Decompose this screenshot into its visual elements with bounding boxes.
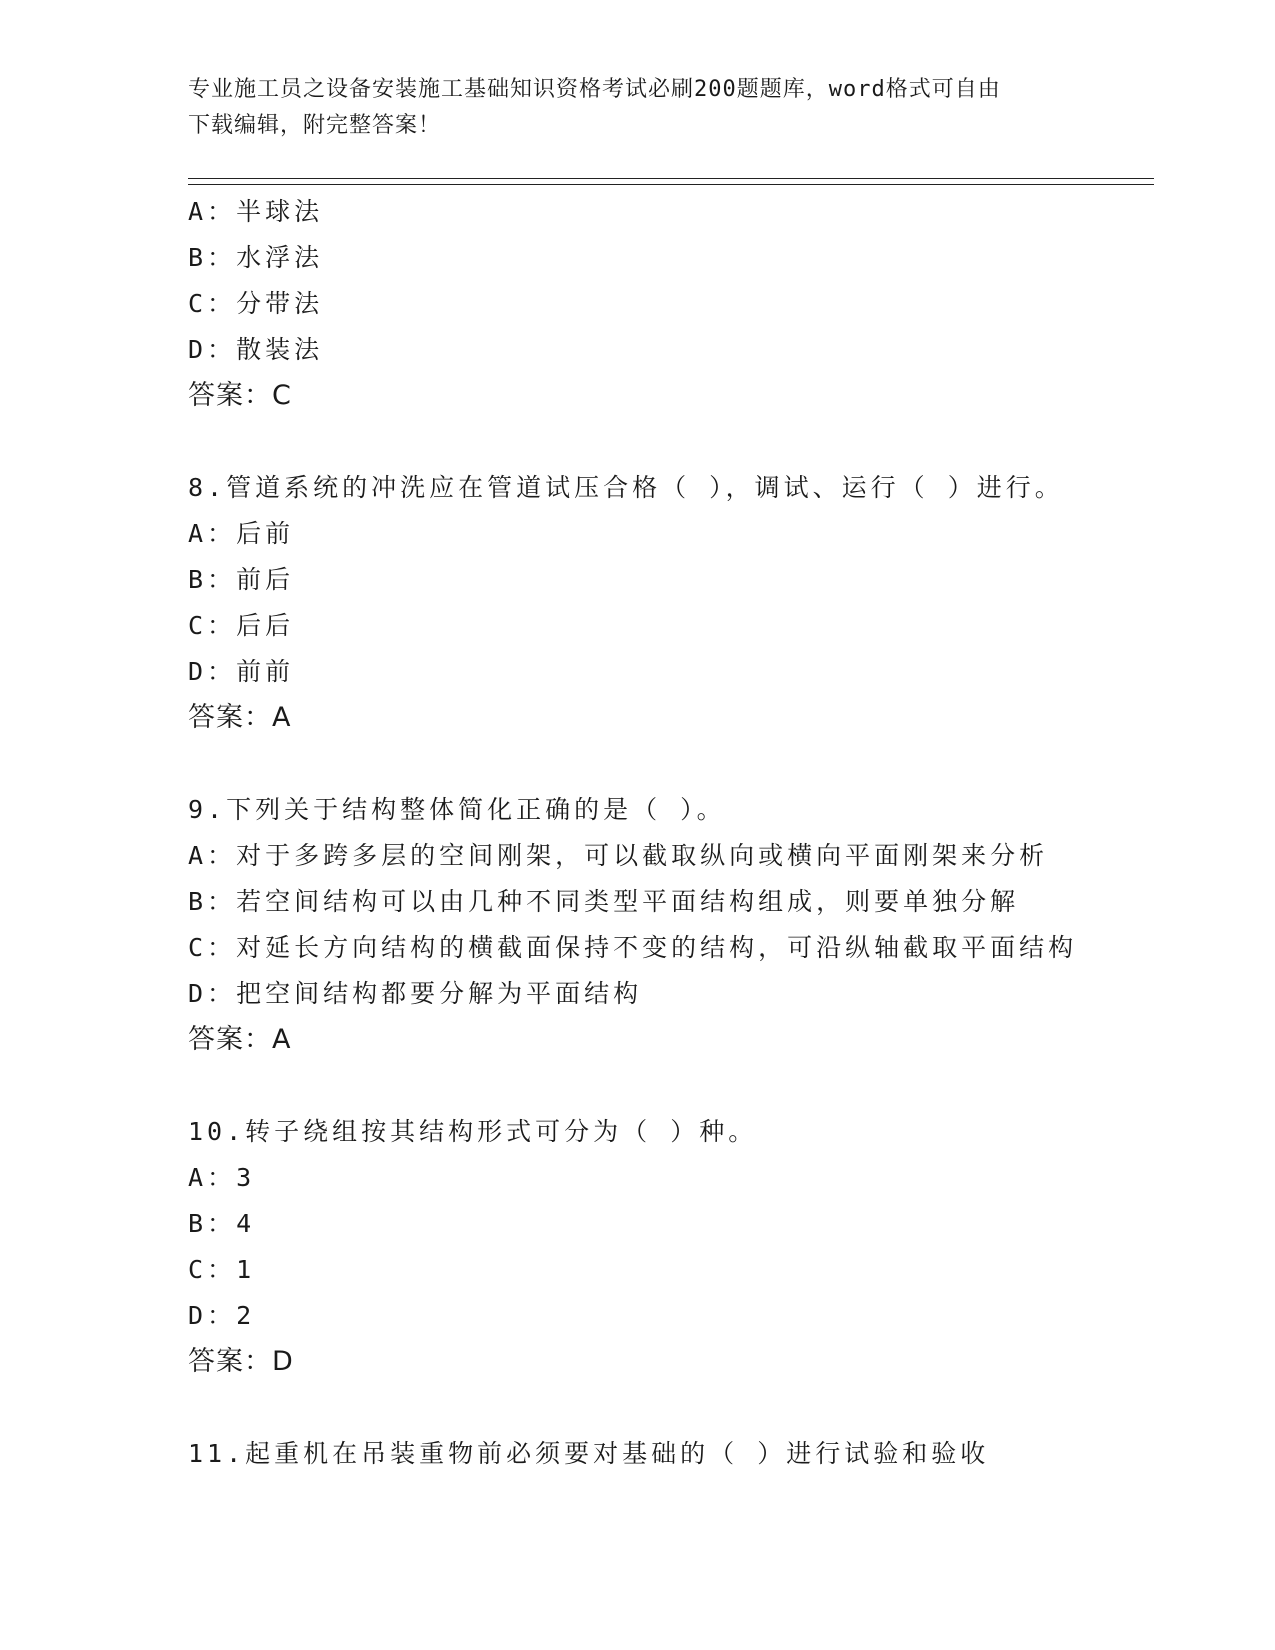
answer-line: 答案：A bbox=[188, 1024, 292, 1055]
option-b: B：若空间结构可以由几种不同类型平面结构组成，则要单独分解 bbox=[188, 887, 1020, 916]
option-c: C：分带法 bbox=[188, 289, 324, 318]
option-b: B：前后 bbox=[188, 565, 295, 594]
option-c: C：1 bbox=[188, 1255, 256, 1284]
option-c: C：对延长方向结构的横截面保持不变的结构，可沿纵轴截取平面结构 bbox=[188, 933, 1078, 962]
question-block-10 bbox=[188, 1109, 1148, 1385]
question-text: 11.起重机在吊装重物前必须要对基础的（ ）进行试验和验收 bbox=[188, 1439, 990, 1468]
option-a: A：3 bbox=[188, 1163, 256, 1192]
answer-line: 答案：A bbox=[188, 702, 292, 733]
option-b: B：水浮法 bbox=[188, 243, 324, 272]
option-a: A：半球法 bbox=[188, 197, 324, 226]
document-header bbox=[188, 72, 1088, 144]
header-divider-bottom bbox=[188, 184, 1154, 185]
option-d: D：散装法 bbox=[188, 335, 324, 364]
option-d: D：把空间结构都要分解为平面结构 bbox=[188, 979, 643, 1008]
question-block-9 bbox=[188, 787, 1148, 1063]
question-block-8 bbox=[188, 465, 1148, 741]
question-block-7 bbox=[188, 189, 1148, 419]
spacer bbox=[188, 741, 1148, 787]
option-a: A：对于多跨多层的空间刚架，可以截取纵向或横向平面刚架来分析 bbox=[188, 841, 1049, 870]
question-list bbox=[188, 189, 1148, 1477]
header-line-2: 下载编辑，附完整答案！ bbox=[188, 113, 442, 138]
option-a: A：后前 bbox=[188, 519, 295, 548]
answer-line: 答案：D bbox=[188, 1346, 294, 1377]
option-b: B：4 bbox=[188, 1209, 256, 1238]
spacer bbox=[188, 1063, 1148, 1109]
question-text: 10.转子绕组按其结构形式可分为（ ）种。 bbox=[188, 1117, 758, 1146]
answer-line: 答案：C bbox=[188, 380, 292, 411]
option-c: C：后后 bbox=[188, 611, 295, 640]
header-line-1: 专业施工员之设备安装施工基础知识资格考试必刷200题题库，word格式可自由 bbox=[188, 77, 1001, 102]
option-d: D：2 bbox=[188, 1301, 256, 1330]
option-d: D：前前 bbox=[188, 657, 295, 686]
spacer bbox=[188, 419, 1148, 465]
spacer bbox=[188, 1385, 1148, 1431]
question-text: 8.管道系统的冲洗应在管道试压合格（ ），调试、运行（ ）进行。 bbox=[188, 473, 1064, 502]
question-block-11 bbox=[188, 1431, 1148, 1477]
question-text: 9.下列关于结构整体简化正确的是（ ）。 bbox=[188, 795, 726, 824]
header-divider-top bbox=[188, 178, 1154, 179]
